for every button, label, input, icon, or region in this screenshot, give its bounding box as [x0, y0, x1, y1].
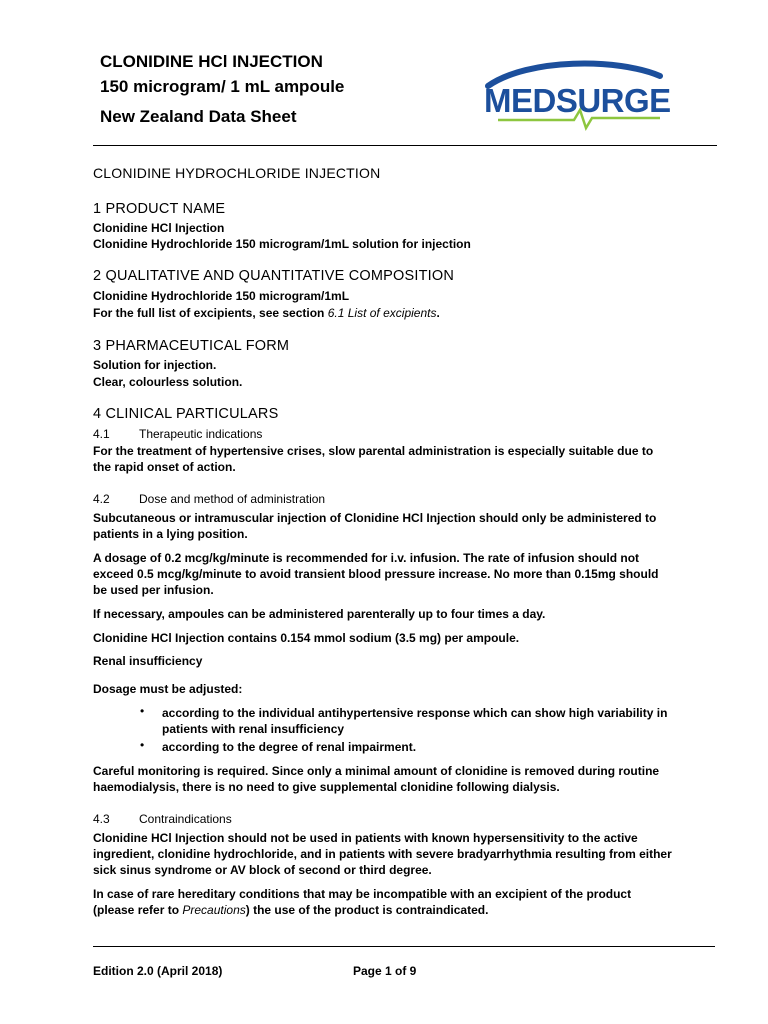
precautions-ref: Precautions	[182, 903, 246, 917]
subsection-4-3-heading: 4.3 Contraindications	[93, 812, 232, 826]
logo-text: MEDSURGE	[484, 82, 671, 119]
footer-edition: Edition 2.0 (April 2018)	[93, 964, 223, 978]
bullet-icon: •	[140, 738, 145, 752]
bullet-icon: •	[140, 704, 145, 718]
excipients-section-ref: 6.1 List of excipients	[327, 306, 437, 320]
header-divider	[93, 145, 717, 146]
dose-paragraph: Clonidine HCl Injection contains 0.154 mmol sodium (3.5 mg) per ampoule.	[93, 631, 520, 645]
product-name-line: Clonidine Hydrochloride 150 microgram/1mL solution for injection	[93, 237, 471, 251]
section-2-heading: 2 QUALITATIVE AND QUANTITATIVE COMPOSITION	[93, 268, 455, 284]
renal-insufficiency-label: Renal insufficiency	[93, 654, 203, 668]
dose-paragraph: A dosage of 0.2 mcg/kg/minute is recommended for i.v. infusion. The rate of infusion should not exceed 0.5 mcg/kg/minute to avoid transient blood pressure increase. No more than 0.15mg should be used per infusion.	[93, 551, 659, 597]
monitoring-paragraph: Careful monitoring is required. Since only a minimal amount of clonidine is removed during routine haemodialysis, there is no need to give supplemental clonidine following dialysis.	[93, 764, 660, 794]
title-data-sheet: New Zealand Data Sheet	[100, 107, 297, 126]
footer-divider	[93, 946, 715, 947]
contraindications-paragraph-2: In case of rare hereditary conditions that may be incompatible with an excipient of the product (please refer to Precautions) the use of the product is contraindicated.	[93, 887, 632, 917]
footer-page-number: Page 1 of 9	[353, 964, 417, 978]
bullet-item: according to the degree of renal impairment.	[162, 740, 417, 754]
form-line: Clear, colourless solution.	[93, 375, 243, 389]
dose-paragraph: If necessary, ampoules can be administered parenterally up to four times a day.	[93, 607, 546, 621]
subsection-4-1-heading: 4.1 Therapeutic indications	[93, 427, 263, 441]
excipients-reference: For the full list of excipients, see section 6.1 List of excipients.	[93, 306, 440, 320]
form-line: Solution for injection.	[93, 358, 217, 372]
main-heading: CLONIDINE HYDROCHLORIDE INJECTION	[93, 165, 381, 181]
subsection-4-2-heading: 4.2 Dose and method of administration	[93, 492, 326, 506]
product-name-line: Clonidine HCl Injection	[93, 221, 225, 235]
dosage-adjusted-label: Dosage must be adjusted:	[93, 682, 243, 696]
composition-line: Clonidine Hydrochloride 150 microgram/1mL	[93, 289, 350, 303]
section-1-heading: 1 PRODUCT NAME	[93, 201, 226, 217]
indications-text: For the treatment of hypertensive crises, slow parental administration is especially suitable due to the rapid onset of action.	[93, 444, 654, 474]
title-drug-name: CLONIDINE HCl INJECTION	[100, 52, 323, 71]
contraindications-paragraph: Clonidine HCl Injection should not be used in patients with known hypersensitivity to the active ingredient, clonidine hydrochloride, and in patients with severe bradyarrhythmia resulting from either sick sinus syndrome or AV block of second or third degree.	[93, 831, 672, 877]
medsurge-logo	[478, 56, 671, 132]
title-strength: 150 microgram/ 1 mL ampoule	[100, 77, 345, 96]
section-4-heading: 4 CLINICAL PARTICULARS	[93, 406, 279, 422]
bullet-item: according to the individual antihypertensive response which can show high variability in patients with renal insufficiency	[162, 706, 668, 736]
dose-paragraph: Subcutaneous or intramuscular injection of Clonidine HCl Injection should only be administered to patients in a lying position.	[93, 511, 657, 541]
section-3-heading: 3 PHARMACEUTICAL FORM	[93, 338, 290, 354]
